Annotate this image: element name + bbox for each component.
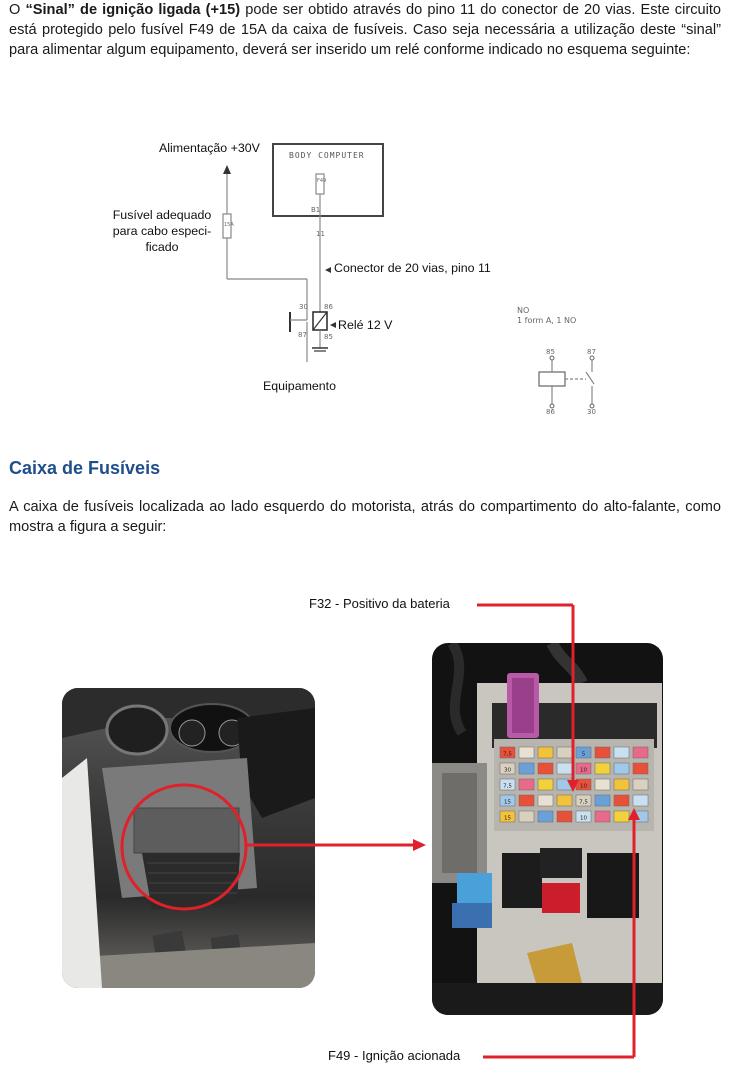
fuse-slot-label: 7,5 <box>579 799 588 806</box>
fuse-slot-label: 5 <box>581 751 586 758</box>
fuse-slot-label: 7,5 <box>503 751 512 758</box>
legend-relay-coil <box>539 372 565 386</box>
fuse-slot <box>614 763 629 774</box>
fuse-label-line-2: para cabo especi- <box>112 224 212 238</box>
fuse-slot <box>519 763 534 774</box>
callout-f49: F49 - Ignição acionada <box>328 1048 461 1063</box>
fuse-slot <box>633 747 648 758</box>
fuse-slot <box>538 795 553 806</box>
relay-pointer-icon <box>330 322 336 328</box>
fuse-slot <box>557 811 572 822</box>
pin-87: 87 <box>298 331 307 339</box>
fuse-slot <box>519 811 534 822</box>
fuse-slot <box>614 795 629 806</box>
fuse-box-photo <box>432 643 663 1015</box>
fuse-slot-label: 10 <box>580 783 587 790</box>
fuse-f49-symbol <box>316 174 327 194</box>
fuse-slot <box>595 811 610 822</box>
fuse-slot <box>633 795 648 806</box>
fuse-slot <box>633 763 648 774</box>
connector-label: Conector de 20 vias, pino 11 <box>334 261 491 275</box>
callout-f32: F32 - Positivo da bateria <box>309 596 450 611</box>
fuse-slot-label: 7,5 <box>503 783 512 790</box>
section-paragraph: A caixa de fusíveis localizada ao lado esquerdo do motorista, atrás do compartimento do alto-falante, como mostra a figura a seguir: <box>9 499 721 535</box>
legend-form: 1 form A, 1 NO <box>517 316 577 325</box>
section-heading: Caixa de Fusíveis <box>9 458 161 478</box>
pin-b1: B1 <box>311 206 321 214</box>
legend-pin-85: 85 <box>546 348 555 356</box>
fuse-slot <box>538 779 553 790</box>
intro-bold: “Sinal” de ignição ligada (+15) <box>25 2 241 18</box>
fuse-slot-label: 15 <box>504 799 511 806</box>
fuse-slot <box>538 747 553 758</box>
fuse-slot-label: 30 <box>504 767 511 774</box>
fuse-slot <box>557 795 572 806</box>
fuse-slot <box>557 779 572 790</box>
supply-label: Alimentação +30V <box>159 141 260 155</box>
equipment-label: Equipamento <box>263 379 337 393</box>
legend-no: NO <box>517 306 530 315</box>
pin-85: 85 <box>324 333 333 341</box>
intro-prefix: O <box>9 2 26 18</box>
fuse-slot-label: 10 <box>580 767 587 774</box>
fuse-label-line-1: Fusível adequado <box>112 208 212 222</box>
dashboard-photo <box>62 688 315 988</box>
fuse-slot <box>595 763 610 774</box>
fuse-slot <box>538 763 553 774</box>
fuse-slot <box>633 779 648 790</box>
body-computer-title: BODY COMPUTER <box>289 151 365 160</box>
fuse-slot <box>557 747 572 758</box>
fuse-slot <box>633 811 648 822</box>
fuse-slot <box>519 795 534 806</box>
fuse-slot <box>538 811 553 822</box>
intro-rest: pode ser obtido através do pino 11 do conector de 20 vias. Este circuito está protegido pelo fusível F49 de 15A da caixa de fusíveis. Caso seja necessária a utilização deste “sinal” para alimentar algum equipamento, deverá ser inserido um relé conforme indicado no esquema seguinte: <box>9 2 722 58</box>
fuse-slot <box>595 795 610 806</box>
box-pointer-arrow-icon <box>413 839 426 851</box>
fuse-slot <box>519 779 534 790</box>
fuse-slot <box>595 779 610 790</box>
pin-11: 11 <box>316 230 325 238</box>
fuse-slot <box>519 747 534 758</box>
fuse-slot <box>614 811 629 822</box>
fuse-slot-label: 15 <box>504 815 511 822</box>
fuse-slot <box>614 779 629 790</box>
fuse-slot <box>595 747 610 758</box>
body-fuse-text: F49 <box>317 178 327 184</box>
wiring-diagram <box>0 0 731 440</box>
pin-86: 86 <box>324 303 333 311</box>
relay-label: Relé 12 V <box>338 318 393 332</box>
fuse-label-line-3: ficado <box>145 240 179 254</box>
connector-pointer-icon <box>325 267 331 273</box>
supply-fuse-text: 15A <box>224 222 234 228</box>
pin-30: 30 <box>299 303 308 311</box>
fuse-slot <box>614 747 629 758</box>
legend-pin-86: 86 <box>546 408 555 416</box>
legend-pin-30: 30 <box>587 408 596 416</box>
legend-pin-87: 87 <box>587 348 596 356</box>
supply-arrow-icon <box>223 165 231 174</box>
fuse-slot-label: 10 <box>580 815 587 822</box>
fuse-slot <box>557 763 572 774</box>
